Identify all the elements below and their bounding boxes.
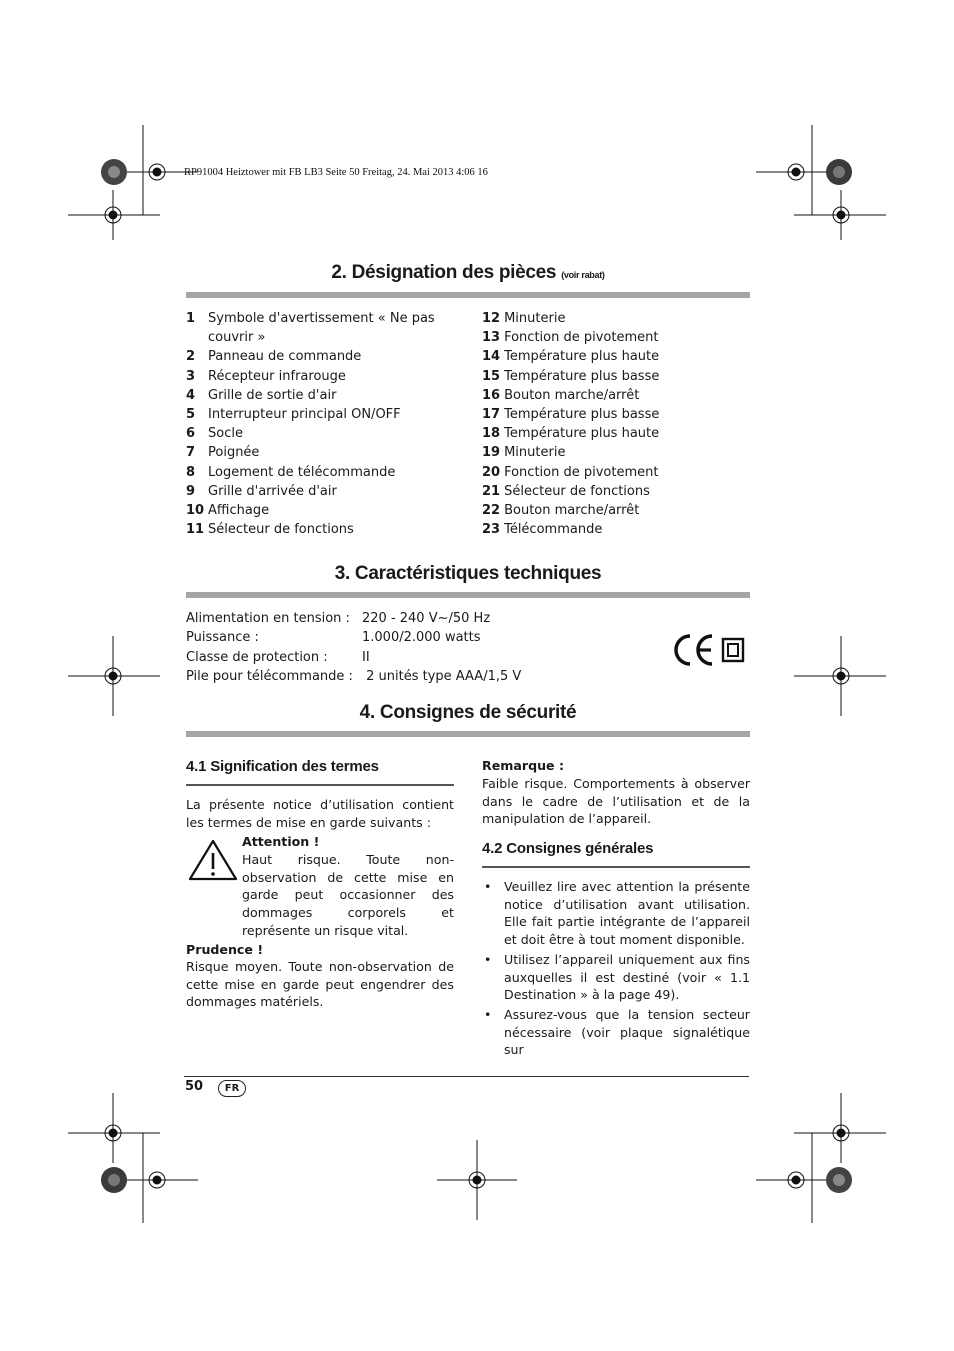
list-item	[482, 520, 750, 539]
list-item	[186, 328, 446, 347]
item-label: Grille de sortie d'air	[208, 387, 337, 403]
item-number: 2	[186, 349, 196, 365]
item-number: 10	[186, 503, 205, 519]
section-bar	[186, 292, 750, 298]
item-label: Grille d'arrivée d'air	[208, 483, 337, 499]
item-label: Température plus haute	[504, 349, 660, 365]
list-item	[186, 367, 446, 386]
item-label: Température plus basse	[504, 368, 660, 384]
item-label: Panneau de commande	[208, 349, 362, 365]
item-number: 1	[186, 311, 196, 326]
ce-mark-icon	[674, 633, 746, 669]
list-item	[186, 347, 446, 366]
list-item	[186, 424, 446, 443]
item-label: Bouton marche/arrêt	[504, 387, 640, 403]
section-bar	[186, 592, 750, 598]
item-number: 16	[482, 387, 501, 403]
item-label: Fonction de pivotement	[504, 464, 659, 480]
bullet-item: • Utilisez l’appareil uniquement aux fins auxquelles il est destiné (voir « 1.1 Destination » à la page 49).	[482, 951, 750, 1004]
item-number: 21	[482, 483, 501, 499]
attention-label: Attention !	[242, 834, 320, 849]
section-title-designation	[186, 262, 750, 284]
spec-key: Pile pour télécommande :	[186, 668, 353, 684]
remarque-text: Faible risque. Comportements à observer dans le cadre de l’utilisation et de la manipulation de l’appareil.	[482, 776, 750, 827]
item-label: Logement de télécommande	[208, 464, 396, 480]
prudence-text: Risque moyen. Toute non-observation de cette mise en garde peut engendrer des dommages matériels.	[186, 959, 454, 1010]
item-label: Affichage	[208, 503, 270, 519]
item-label: Sélecteur de fonctions	[504, 483, 650, 499]
item-number: 13	[482, 330, 501, 346]
list-item	[186, 386, 446, 405]
item-number	[186, 328, 208, 347]
list-item	[186, 443, 446, 462]
list-item	[186, 501, 446, 520]
list-item	[482, 405, 750, 424]
warning-triangle-icon	[188, 839, 238, 881]
item-label: Température plus haute	[504, 426, 660, 442]
item-number: 12	[482, 311, 501, 326]
spec-value: 2 unités type AAA/1,5 V	[362, 668, 522, 684]
subsection-rule	[186, 784, 454, 786]
item-number: 5	[186, 407, 196, 423]
item-number: 14	[482, 349, 501, 365]
item-label: Télécommande	[504, 522, 603, 538]
item-number: 9	[186, 483, 196, 499]
tech-specs	[186, 609, 566, 686]
spec-row	[186, 628, 566, 647]
item-label: Socle	[208, 426, 243, 442]
list-item	[482, 328, 750, 347]
footer-rule	[184, 1076, 749, 1077]
item-number: 17	[482, 407, 501, 423]
spec-value: 220 - 240 V~/50 Hz	[362, 611, 491, 626]
item-number: 18	[482, 426, 501, 442]
list-item	[482, 309, 750, 328]
subsection-4-1-title: 4.1 Signification des termes	[186, 758, 379, 775]
item-number: 6	[186, 426, 196, 442]
list-item	[186, 482, 446, 501]
item-label: Symbole d'avertissement « Ne pas	[208, 311, 435, 326]
language-badge: FR	[218, 1080, 246, 1097]
bullet-item: • Assurez-vous que la tension secteur nécessaire (voir plaque signalétique sur	[482, 1006, 750, 1059]
list-item	[482, 386, 750, 405]
list-item	[186, 309, 446, 328]
spec-row	[186, 648, 566, 667]
parts-list-left	[186, 309, 446, 539]
list-item	[482, 501, 750, 520]
section-bar	[186, 731, 750, 737]
list-item	[186, 405, 446, 424]
item-number: 22	[482, 503, 501, 519]
spec-key: Puissance :	[186, 630, 259, 646]
item-number: 4	[186, 387, 196, 403]
item-label: Sélecteur de fonctions	[208, 522, 354, 538]
intro-text: La présente notice d’utilisation contient les termes de mise en garde suivants :	[186, 797, 454, 830]
item-label: Minuterie	[504, 311, 566, 326]
item-label: couvrir »	[208, 330, 266, 346]
list-item	[482, 347, 750, 366]
list-item	[482, 463, 750, 482]
list-item	[482, 424, 750, 443]
subsection-4-2-title: 4.2 Consignes générales	[482, 840, 654, 857]
section-2-title: 2. Désignation des pièces	[331, 262, 557, 283]
section-2-note: (voir rabat)	[561, 270, 605, 280]
item-label: Température plus basse	[504, 407, 660, 423]
item-number: 11	[186, 522, 205, 538]
list-item	[186, 520, 446, 539]
attention-text: Haut risque. Toute non-observation de cette mise en garde peut occasionner des dommages corporels et représente un risque vital.	[242, 852, 454, 938]
item-label: Récepteur infrarouge	[208, 368, 346, 384]
spec-key: Alimentation en tension :	[186, 611, 350, 626]
item-label: Bouton marche/arrêt	[504, 503, 640, 519]
spec-value: 1.000/2.000 watts	[362, 630, 481, 646]
item-number: 15	[482, 368, 501, 384]
parts-list-right	[482, 309, 750, 539]
page-number: 50	[185, 1079, 204, 1094]
section-4-title: 4. Consignes de sécurité	[359, 702, 577, 723]
prudence-label: Prudence !	[186, 942, 264, 957]
item-label: Poignée	[208, 445, 260, 461]
section-3-title: 3. Caractéristiques techniques	[334, 563, 602, 584]
general-instructions-list	[482, 878, 750, 1061]
print-header: RP91004 Heiztower mit FB LB3 Seite 50 Freitag, 24. Mai 2013 4:06 16	[184, 167, 488, 178]
item-label: Minuterie	[504, 445, 566, 461]
list-item	[482, 443, 750, 462]
item-number: 20	[482, 464, 501, 480]
remarque-label: Remarque :	[482, 758, 565, 773]
spec-key: Classe de protection :	[186, 649, 328, 665]
item-label: Fonction de pivotement	[504, 330, 659, 346]
spec-row	[186, 609, 566, 628]
list-item	[186, 463, 446, 482]
item-number: 3	[186, 368, 196, 384]
list-item	[482, 482, 750, 501]
item-number: 8	[186, 464, 196, 480]
spec-value: II	[362, 649, 370, 665]
subsection-rule	[482, 866, 750, 868]
item-number: 23	[482, 522, 501, 538]
bullet-item: • Veuillez lire avec attention la présente notice d’utilisation avant utilisation. Elle fait partie intégrante de l’appareil et doit être à tout moment disponible.	[482, 878, 750, 949]
list-item	[482, 367, 750, 386]
item-label: Interrupteur principal ON/OFF	[208, 407, 401, 423]
item-number: 7	[186, 445, 196, 461]
item-number: 19	[482, 445, 501, 461]
spec-row	[186, 667, 566, 686]
